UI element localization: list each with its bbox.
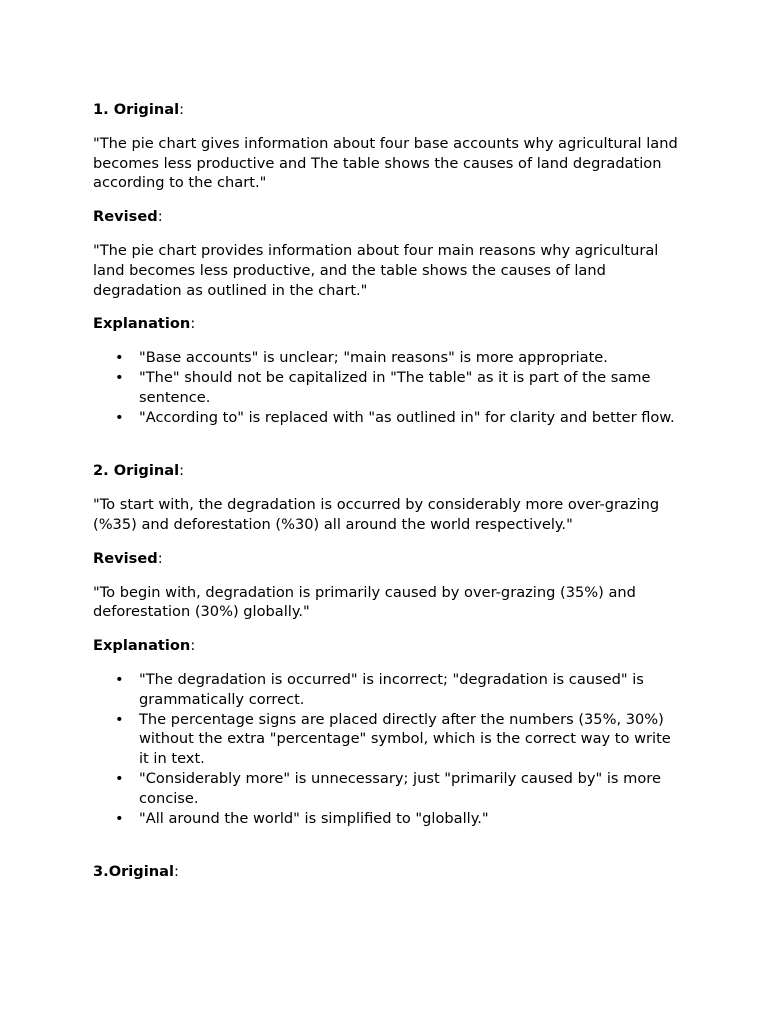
section-3-original-heading: 3.Original:	[93, 863, 179, 881]
section-1-original-heading: 1. Original:	[93, 101, 184, 118]
section-2-explanation-heading: Explanation:	[93, 637, 196, 655]
list-item: • "Base accounts" is unclear; "main reasons" is more appropriate.	[139, 348, 683, 368]
section-spacer	[93, 828, 683, 862]
section-2-original-text: "To start with, the degradation is occurred by considerably more over-grazing (%35) and deforestation (%30) all around the world respectively."	[93, 496, 660, 533]
section-spacer	[93, 427, 683, 461]
section-1-original-text: "The pie chart gives information about four base accounts why agricultural land becomes less productive and The table shows the causes of land degradation according to the chart."	[93, 134, 678, 192]
list-item: • "Considerably more" is unnecessary; just "primarily caused by" is more concise.	[139, 769, 683, 809]
document-page	[93, 100, 683, 882]
section-2-revised-heading: Revised:	[93, 549, 163, 567]
section-2-explanation-list	[93, 670, 683, 828]
section-2-revised-text: "To begin with, degradation is primarily caused by over-grazing (35%) and deforestation (30%) globally."	[93, 583, 636, 621]
list-item: • "The" should not be capitalized in "The table" as it is part of the same sentence.	[139, 368, 683, 408]
list-item: • "The degradation is occurred" is incorrect; "degradation is caused" is grammatically correct.	[139, 670, 683, 710]
section-1-revised-heading: Revised:	[93, 208, 163, 226]
section-1-explanation-list	[93, 348, 683, 427]
list-item: • The percentage signs are placed directly after the numbers (35%, 30%) without the extra "percentage" symbol, which is the correct way to write it in text.	[139, 710, 683, 769]
list-item: • "All around the world" is simplified to "globally."	[139, 809, 683, 829]
list-item: • "According to" is replaced with "as outlined in" for clarity and better flow.	[139, 408, 683, 428]
section-2-original-heading: 2. Original:	[93, 462, 184, 480]
section-1-revised-text: "The pie chart provides information about four main reasons why agricultural land becomes less productive, and the table shows the causes of land degradation as outlined in the chart."	[93, 241, 659, 299]
section-1-explanation-heading: Explanation:	[93, 315, 196, 333]
